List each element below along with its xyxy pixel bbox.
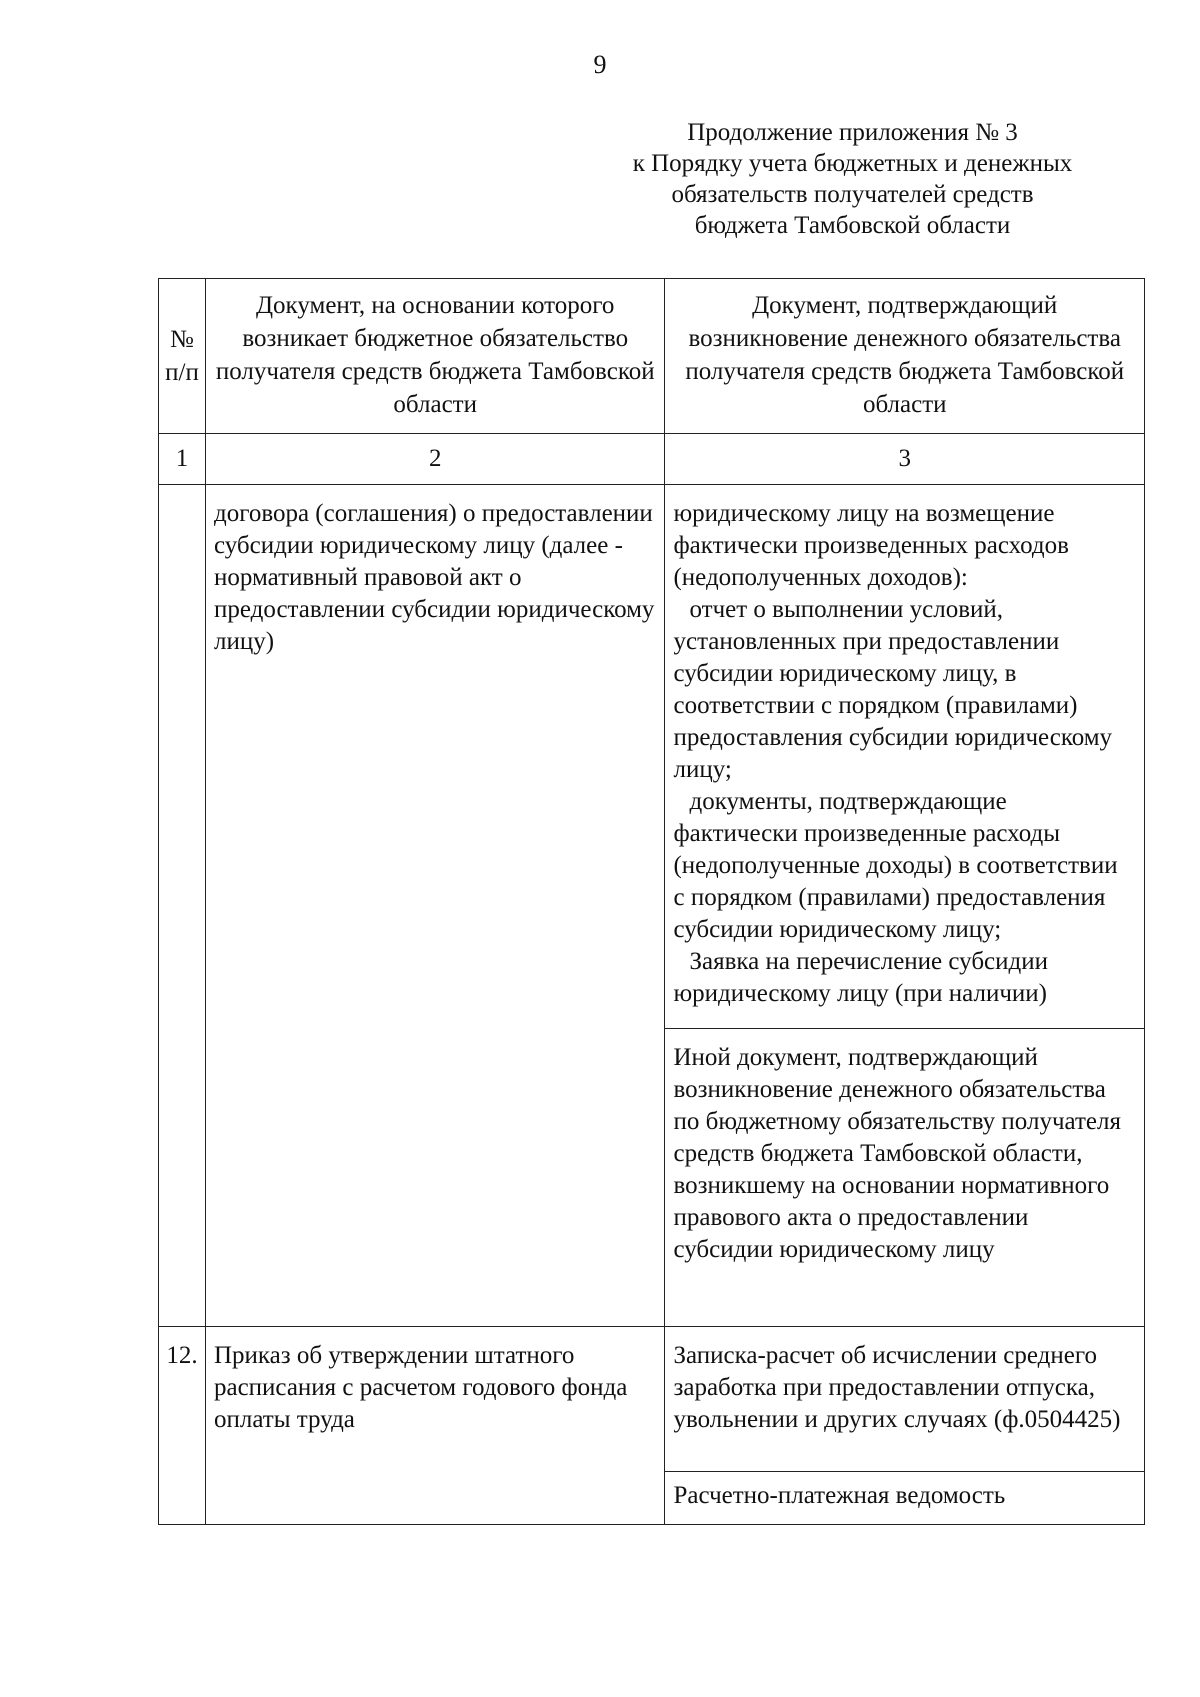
column-index-3: 3: [665, 434, 1145, 485]
row-other-confirming-document: Иной документ, подтверждающий возникновение денежного обязательства по бюджетному обязательству получателя средств бюджета Тамбовской области, возникшему на основании нормативного правового акта о предоставлении субсидии юридическому лицу: [665, 1029, 1145, 1327]
header-basis-document: Документ, на основании которого возникает бюджетное обязательство получателя средств бюджета Тамбовской области: [205, 279, 665, 434]
confirm-item: документы, подтверждающие фактически произведенные расходы (недополученные доходы) в соответствии с порядком (правилами) предоставления субсидии юридическому лицу;: [673, 788, 1118, 943]
obligations-table: [158, 278, 1145, 1525]
appendix-header-line-2: к Порядку учета бюджетных и денежных: [632, 150, 1073, 177]
column-index-row: [159, 434, 1145, 485]
row-number: 12.: [159, 1327, 206, 1525]
appendix-header-line-1: Продолжение приложения № 3: [687, 119, 1018, 146]
header-num: № п/п: [159, 279, 206, 434]
row-basis-document: договора (соглашения) о предоставлении субсидии юридическому лицу (далее - нормативный правовой акт о предоставлении субсидии юридическому лицу): [205, 485, 665, 1327]
confirm-item: Заявка на перечисление субсидии юридическому лицу (при наличии): [673, 948, 1049, 1007]
page-number: 9: [593, 50, 607, 79]
row-number: [159, 485, 206, 1327]
table-row: [159, 1327, 1145, 1472]
column-index-1: 1: [159, 434, 206, 485]
header-confirming-document: Документ, подтверждающий возникновение денежного обязательства получателя средств бюджета Тамбовской области: [665, 279, 1145, 434]
appendix-header: [600, 117, 1105, 241]
table-row: [159, 485, 1145, 1029]
table-header-row: [159, 279, 1145, 434]
confirm-item: отчет о выполнении условий, установленных при предоставлении субсидии юридическому лицу, в соответствии с порядком (правилами) предоставления субсидии юридическому лицу;: [673, 596, 1113, 783]
row-confirming-document: Расчетно-платежная ведомость: [665, 1472, 1145, 1525]
row-confirming-document: Записка-расчет об исчислении среднего заработка при предоставлении отпуска, увольнении и других случаях (ф.0504425): [665, 1327, 1145, 1472]
appendix-header-line-3: обязательств получателей средств: [671, 181, 1034, 208]
confirm-intro: юридическому лицу на возмещение фактически произведенных расходов (недополученных доходов):: [673, 500, 1069, 591]
appendix-header-line-4: бюджета Тамбовской области: [694, 212, 1011, 239]
column-index-2: 2: [205, 434, 665, 485]
row-confirming-document: [665, 485, 1145, 1029]
row-basis-document: Приказ об утверждении штатного расписания с расчетом годового фонда оплаты труда: [205, 1327, 665, 1525]
